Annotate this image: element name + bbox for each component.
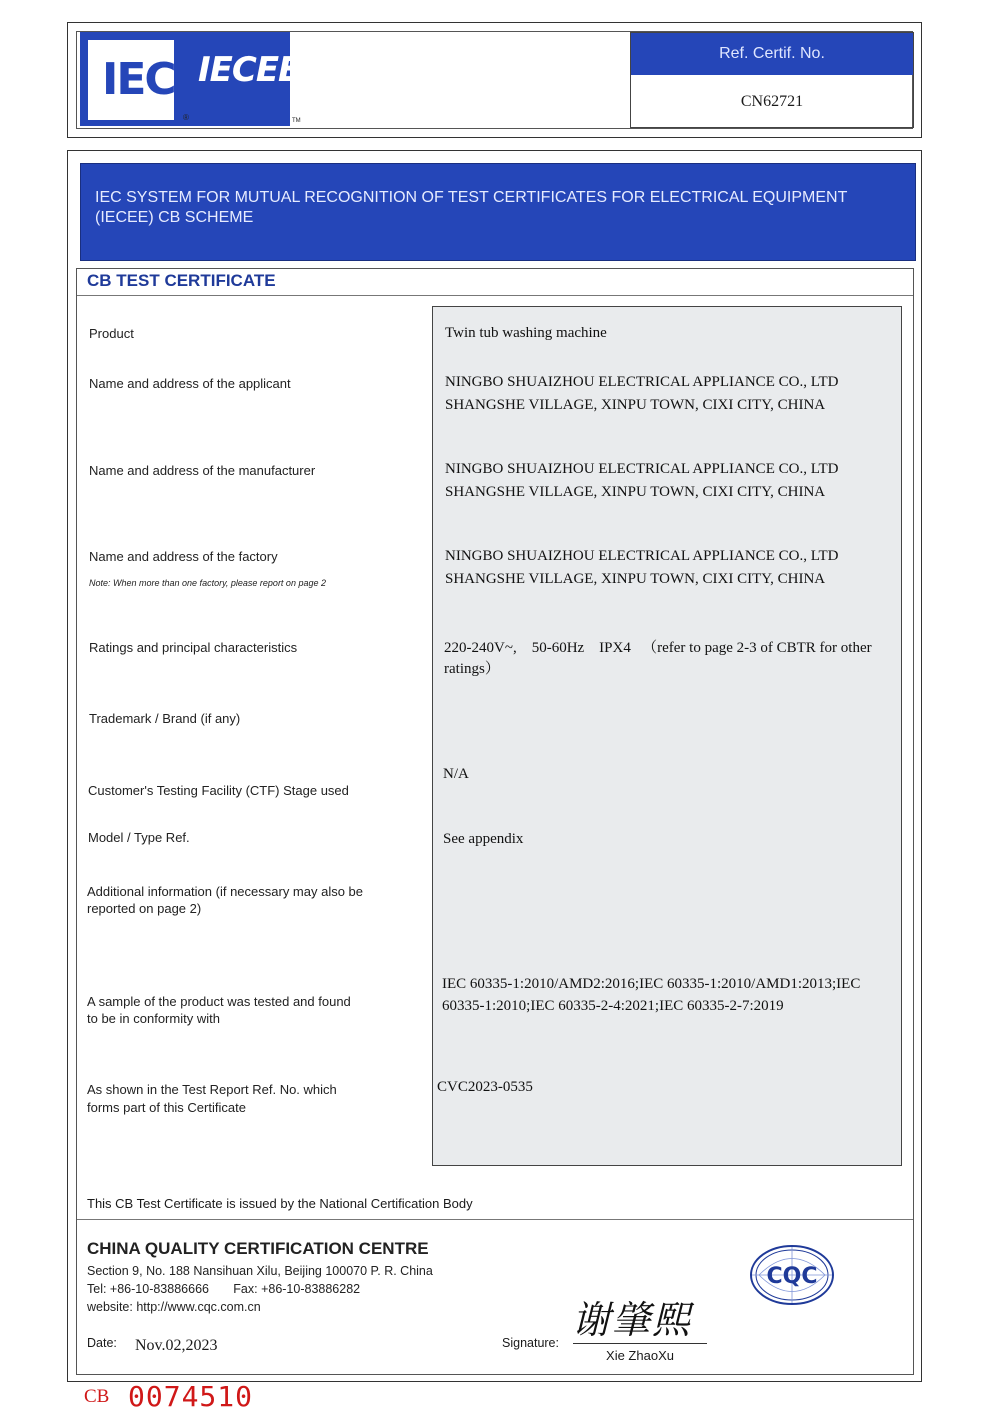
issued-by-statement: This CB Test Certificate is issued by the National Certification Body bbox=[87, 1196, 473, 1211]
date-value: Nov.02,2023 bbox=[135, 1337, 218, 1354]
footer-divider bbox=[77, 1219, 913, 1220]
factory-label: Name and address of the factory bbox=[89, 549, 278, 564]
report-label-line1: As shown in the Test Report Ref. No. which bbox=[87, 1082, 337, 1097]
trademark-label: Trademark / Brand (if any) bbox=[89, 711, 241, 726]
model-value: See appendix bbox=[443, 831, 524, 847]
conformity-label-line1: A sample of the product was tested and found bbox=[87, 994, 351, 1009]
certification-body-phone: Tel: +86-10-83886666 Fax: +86-10-83886282 bbox=[87, 1282, 361, 1296]
cqc-seal-icon bbox=[749, 1244, 835, 1306]
title-divider bbox=[77, 295, 913, 296]
iecee-logo-text: IECEE bbox=[198, 50, 301, 90]
handwritten-signature: 谢肇熙 bbox=[572, 1298, 693, 1342]
ref-certificate-number: CN62721 bbox=[740, 93, 804, 110]
certification-body-name: CHINA QUALITY CERTIFICATION CENTRE bbox=[87, 1239, 429, 1258]
iec-logo-box bbox=[88, 40, 174, 120]
certificate-title: CB TEST CERTIFICATE bbox=[87, 271, 276, 290]
serial-prefix: CB bbox=[84, 1386, 110, 1407]
certificate-body bbox=[76, 268, 914, 1375]
applicant-line1: NINGBO SHUAIZHOU ELECTRICAL APPLIANCE CO., LTD bbox=[445, 374, 839, 390]
ratings-line2: ratings） bbox=[444, 661, 500, 677]
scheme-banner-text: IEC SYSTEM FOR MUTUAL RECOGNITION OF TEST CERTIFICATES FOR ELECTRICAL EQUIPMENT (IECEE) CB SCHEME bbox=[95, 189, 848, 226]
signatory-name: Xie ZhaoXu bbox=[606, 1348, 674, 1363]
product-label: Product bbox=[89, 326, 134, 341]
report-label-line2: forms part of this Certificate bbox=[87, 1100, 246, 1115]
ratings-line1: 220-240V~, 50-60Hz IPX4 （refer to page 2-3 of CBTR for other bbox=[444, 640, 872, 656]
product-value: Twin tub washing machine bbox=[445, 325, 607, 341]
report-value: CVC2023-0535 bbox=[437, 1079, 533, 1095]
signature-line bbox=[573, 1343, 707, 1344]
signature-label: Signature: bbox=[502, 1336, 559, 1350]
manufacturer-label: Name and address of the manufacturer bbox=[89, 463, 316, 478]
manufacturer-line1: NINGBO SHUAIZHOU ELECTRICAL APPLIANCE CO., LTD bbox=[445, 461, 839, 477]
factory-line1: NINGBO SHUAIZHOU ELECTRICAL APPLIANCE CO., LTD bbox=[445, 548, 839, 564]
conformity-label-line2: to be in conformity with bbox=[87, 1011, 220, 1026]
scheme-banner bbox=[80, 163, 916, 261]
trademark-mark: TM bbox=[292, 118, 301, 124]
iec-logo-text: IEC bbox=[102, 54, 175, 105]
ctf-value: N/A bbox=[443, 766, 469, 782]
manufacturer-line2: SHANGSHE VILLAGE, XINPU TOWN, CIXI CITY, CHINA bbox=[445, 484, 826, 500]
ratings-label: Ratings and principal characteristics bbox=[89, 640, 298, 655]
cqc-seal-text: CQC bbox=[766, 1264, 818, 1289]
serial-number: 0074510 bbox=[128, 1380, 254, 1413]
additional-label-line2: reported on page 2) bbox=[87, 901, 202, 916]
certificate-data-box bbox=[432, 306, 902, 1166]
additional-label-line1: Additional information (if necessary may also be bbox=[87, 884, 364, 899]
date-label: Date: bbox=[87, 1336, 117, 1350]
ref-certificate-box bbox=[630, 32, 914, 128]
certification-body-website: website: http://www.cqc.com.cn bbox=[87, 1300, 261, 1314]
certification-body-address: Section 9, No. 188 Nansihuan Xilu, Beijing 100070 P. R. China bbox=[87, 1264, 433, 1278]
factory-line2: SHANGSHE VILLAGE, XINPU TOWN, CIXI CITY, CHINA bbox=[445, 571, 826, 587]
factory-note: Note: When more than one factory, please report on page 2 bbox=[89, 578, 326, 588]
certificate-frame bbox=[67, 150, 922, 1382]
ref-certificate-label: Ref. Certif. No. bbox=[631, 33, 913, 75]
model-label: Model / Type Ref. bbox=[88, 830, 190, 845]
ctf-label: Customer's Testing Facility (CTF) Stage used bbox=[88, 783, 349, 798]
applicant-label: Name and address of the applicant bbox=[89, 376, 291, 391]
conformity-line2: 60335-1:2010;IEC 60335-2-4:2021;IEC 60335-2-7:2019 bbox=[442, 998, 784, 1014]
conformity-line1: IEC 60335-1:2010/AMD2:2016;IEC 60335-1:2010/AMD1:2013;IEC bbox=[442, 976, 861, 992]
registered-mark: ® bbox=[183, 113, 189, 122]
applicant-line2: SHANGSHE VILLAGE, XINPU TOWN, CIXI CITY, CHINA bbox=[445, 397, 826, 413]
